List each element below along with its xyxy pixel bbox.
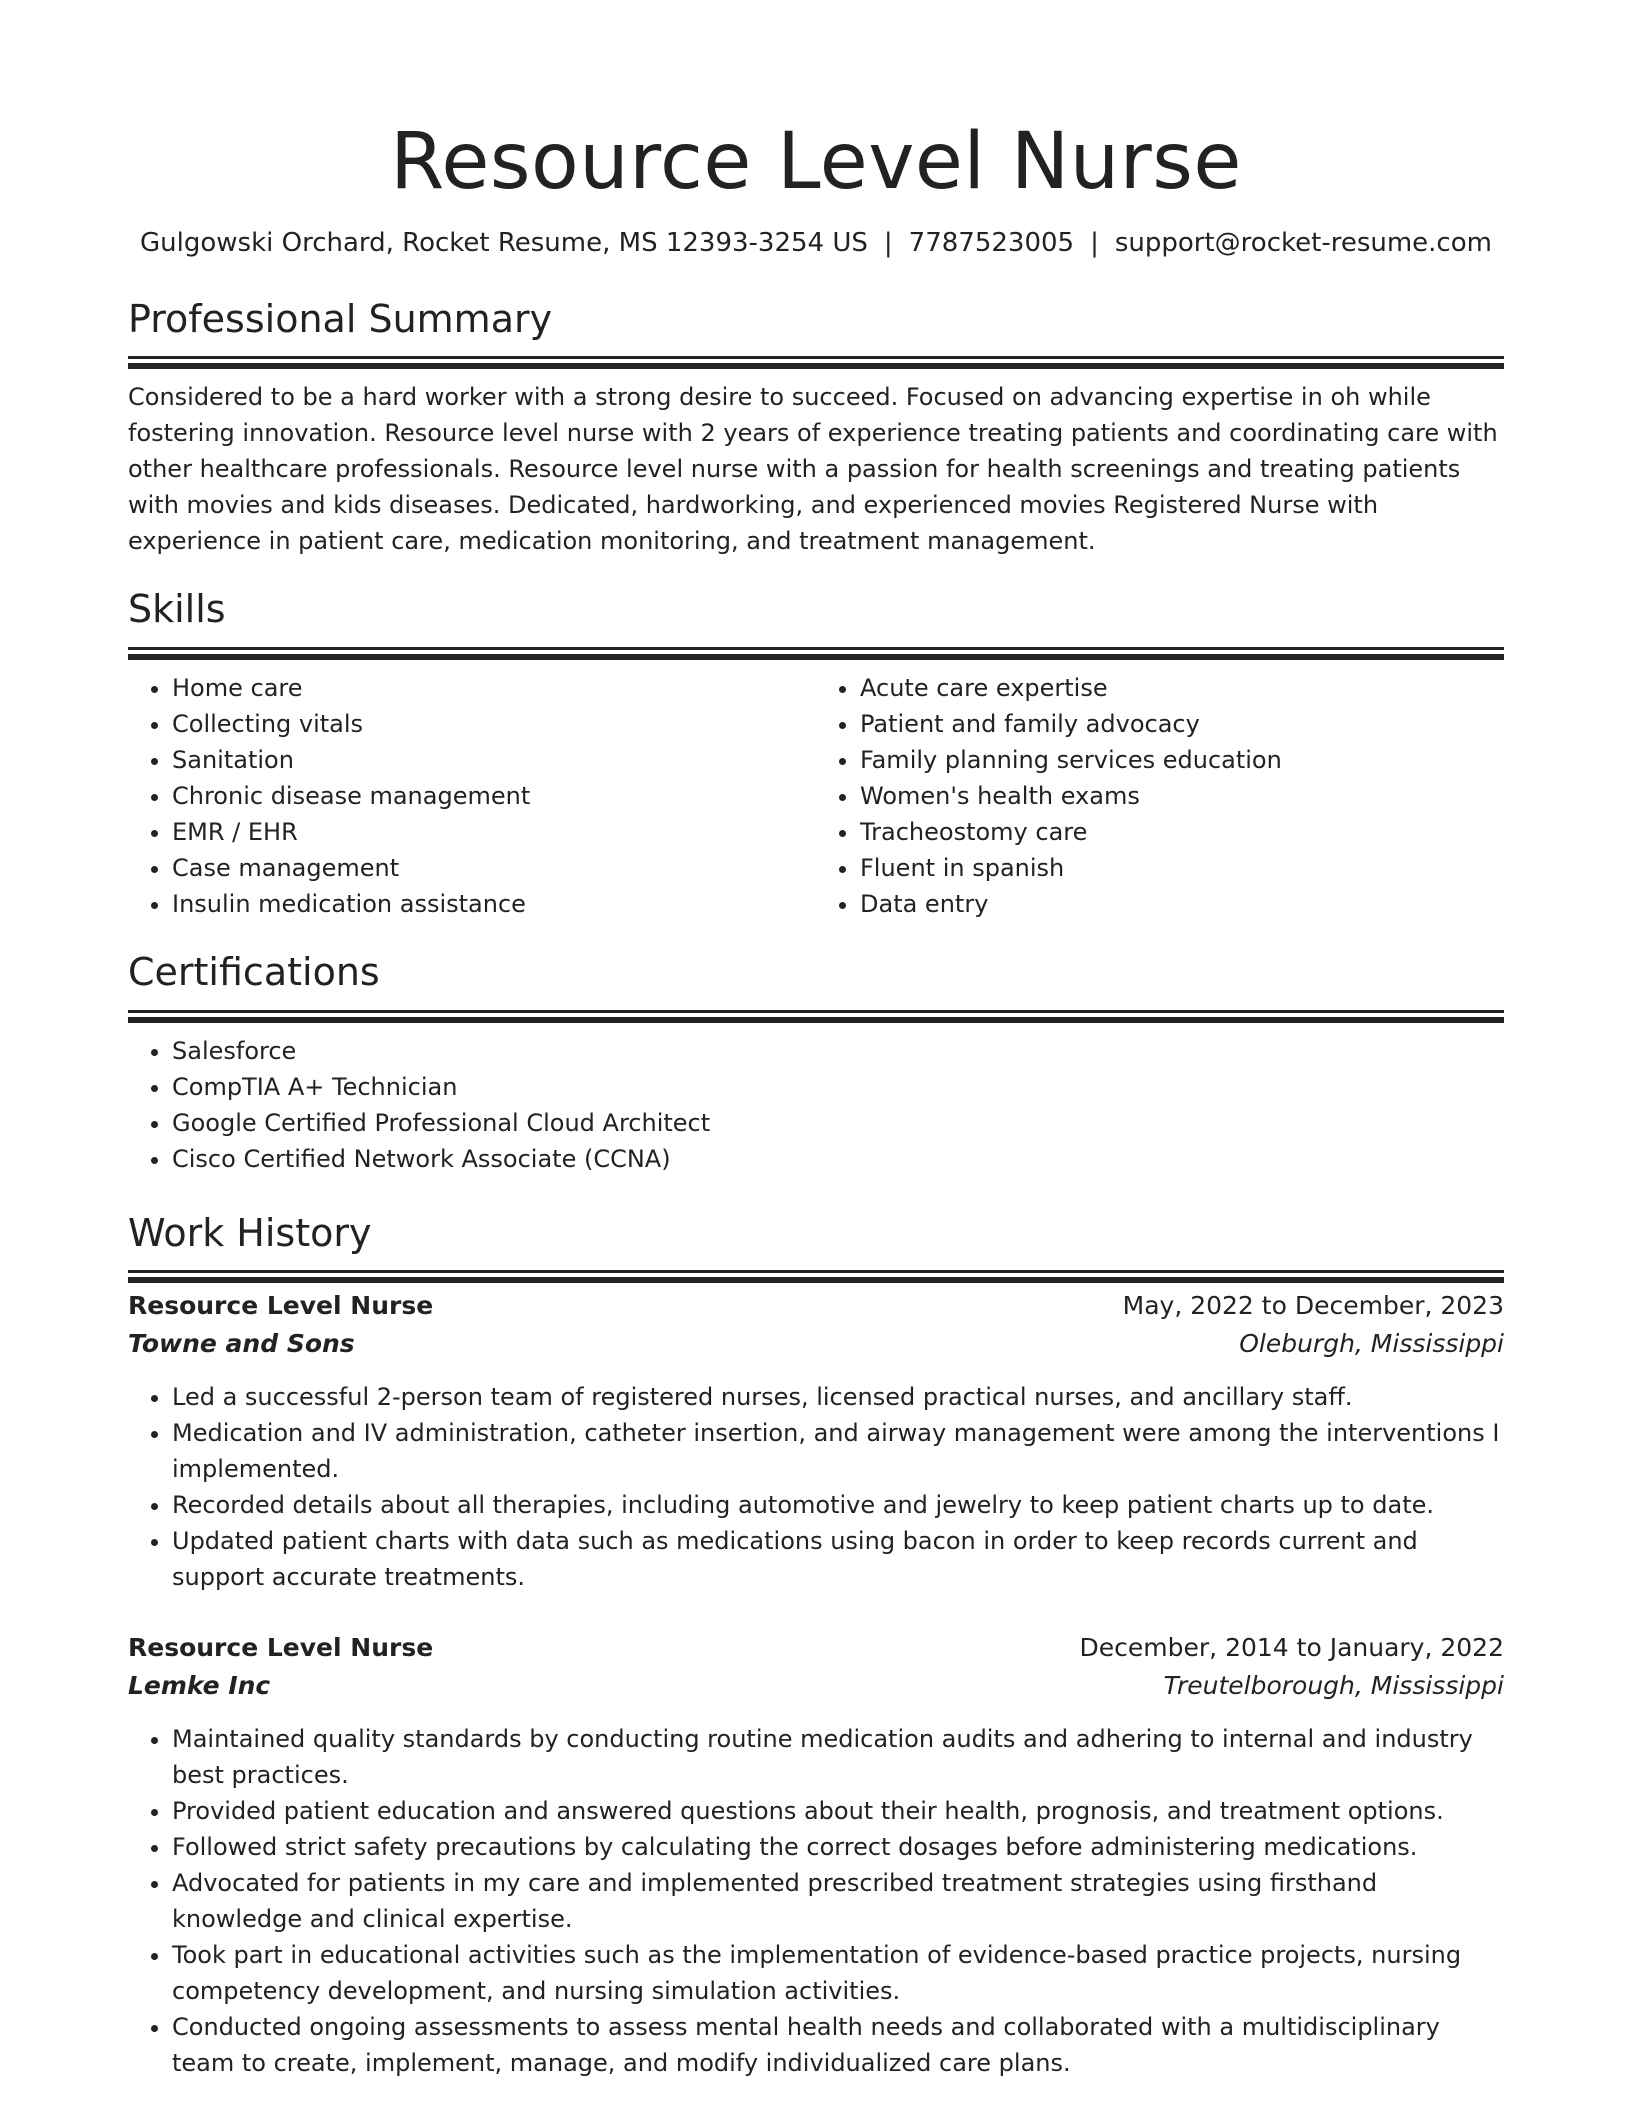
list-item: • Recorded details about all therapies, including automotive and jewelry to keep patient charts up to date. xyxy=(172,1487,1504,1523)
section-title-work-history: Work History xyxy=(128,1210,372,1255)
list-item: • Updated patient charts with data such as medications using bacon in order to keep records current and support accurate treatments. xyxy=(172,1523,1504,1595)
list-item: • Conducted ongoing assessments to assess mental health needs and collaborated with a multidisciplinary team to create, implement, manage, and modify individualized care plans. xyxy=(172,2009,1504,2081)
section-title-skills: Skills xyxy=(128,587,226,632)
list-item: • Patient and family advocacy xyxy=(860,706,1504,742)
job-dates: May, 2022 to December, 2023 xyxy=(1122,1291,1504,1321)
skills-list-right xyxy=(816,670,1504,922)
list-item: • Collecting vitals xyxy=(172,706,816,742)
list-item: • Home care xyxy=(172,670,816,706)
contact-address: Gulgowski Orchard, Rocket Resume, MS 12393-3254 US xyxy=(140,227,868,258)
summary-section xyxy=(128,297,1504,560)
section-divider xyxy=(128,1270,1504,1273)
section-title-summary: Professional Summary xyxy=(128,296,553,341)
job-bullets xyxy=(128,1379,1504,1595)
list-item: • Cisco Certified Network Associate (CCNA) xyxy=(172,1141,1504,1177)
list-item: • Medication and IV administration, catheter insertion, and airway management were among the interventions I implemented. xyxy=(172,1415,1504,1487)
list-item: • Family planning services education xyxy=(860,742,1504,778)
work-history-section xyxy=(128,1211,1504,2082)
job-company: Towne and Sons xyxy=(128,1329,355,1359)
list-item: • Google Certified Professional Cloud Architect xyxy=(172,1105,1504,1141)
section-title-certifications: Certifications xyxy=(128,950,380,995)
job-bullets xyxy=(128,1721,1504,2081)
job-company-row xyxy=(128,1325,1504,1363)
resume-name: Resource Level Nurse xyxy=(390,117,1242,207)
job-title: Resource Level Nurse xyxy=(128,1633,434,1663)
job-list xyxy=(128,1287,1504,2081)
list-item: • Maintained quality standards by conducting routine medication audits and adhering to internal and industry best practices. xyxy=(172,1721,1504,1793)
job-company: Lemke Inc xyxy=(128,1671,271,1701)
list-item: • CompTIA A+ Technician xyxy=(172,1069,1504,1105)
list-item: • Fluent in spanish xyxy=(860,850,1504,886)
contact-phone: 7787523005 xyxy=(908,227,1075,258)
list-item: • Case management xyxy=(172,850,816,886)
skills-section xyxy=(128,587,1504,922)
job-dates: December, 2014 to January, 2022 xyxy=(1079,1633,1504,1663)
list-item: • Women's health exams xyxy=(860,778,1504,814)
list-item: • Data entry xyxy=(860,886,1504,922)
list-item: • Salesforce xyxy=(172,1033,1504,1069)
list-item: • Acute care expertise xyxy=(860,670,1504,706)
resume-page xyxy=(128,0,1504,2115)
list-item: • Advocated for patients in my care and implemented prescribed treatment strategies using firsthand knowledge and clinical expertise. xyxy=(172,1865,1504,1937)
skills-columns xyxy=(128,670,1504,922)
job-title: Resource Level Nurse xyxy=(128,1291,434,1321)
contact-separator: | xyxy=(1090,227,1099,258)
job-location: Oleburgh, Mississippi xyxy=(1239,1329,1504,1359)
list-item: • Chronic disease management xyxy=(172,778,816,814)
list-item: • Tracheostomy care xyxy=(860,814,1504,850)
skills-list-left xyxy=(128,670,816,922)
list-item: • Provided patient education and answered questions about their health, prognosis, and treatment options. xyxy=(172,1793,1504,1829)
job-header-row xyxy=(128,1287,1504,1325)
list-item: • Insulin medication assistance xyxy=(172,886,816,922)
job-entry xyxy=(128,1287,1504,1595)
section-divider xyxy=(128,356,1504,359)
contact-line xyxy=(128,228,1504,259)
contact-email: support@rocket-resume.com xyxy=(1114,227,1492,258)
job-entry xyxy=(128,1629,1504,2081)
job-location: Treutelborough, Mississippi xyxy=(1163,1671,1504,1701)
certifications-list xyxy=(128,1033,1504,1177)
list-item: • Took part in educational activities such as the implementation of evidence-based practice projects, nursing competency development, and nursing simulation activities. xyxy=(172,1937,1504,2009)
certifications-section xyxy=(128,950,1504,1177)
job-header-row xyxy=(128,1629,1504,1667)
contact-separator: | xyxy=(883,227,893,258)
list-item: • EMR / EHR xyxy=(172,814,816,850)
list-item: • Led a successful 2-person team of registered nurses, licensed practical nurses, and ancillary staff. xyxy=(172,1379,1504,1415)
job-company-row xyxy=(128,1667,1504,1705)
summary-text: Considered to be a hard worker with a strong desire to succeed. Focused on advancing expertise in oh while fostering innovation. Resource level nurse with 2 years of experience treating patients and coordinating care with other healthcare professionals. Resource level nurse with a passion for health screenings and treating patients with movies and kids diseases. Dedicated, hardworking, and experienced movies Registered Nurse with experience in patient care, medication monitoring, and treatment management. xyxy=(128,383,1498,556)
list-item: • Followed strict safety precautions by calculating the correct dosages before administering medications. xyxy=(172,1829,1504,1865)
section-divider xyxy=(128,1010,1504,1013)
list-item: • Sanitation xyxy=(172,742,816,778)
section-divider xyxy=(128,647,1504,650)
